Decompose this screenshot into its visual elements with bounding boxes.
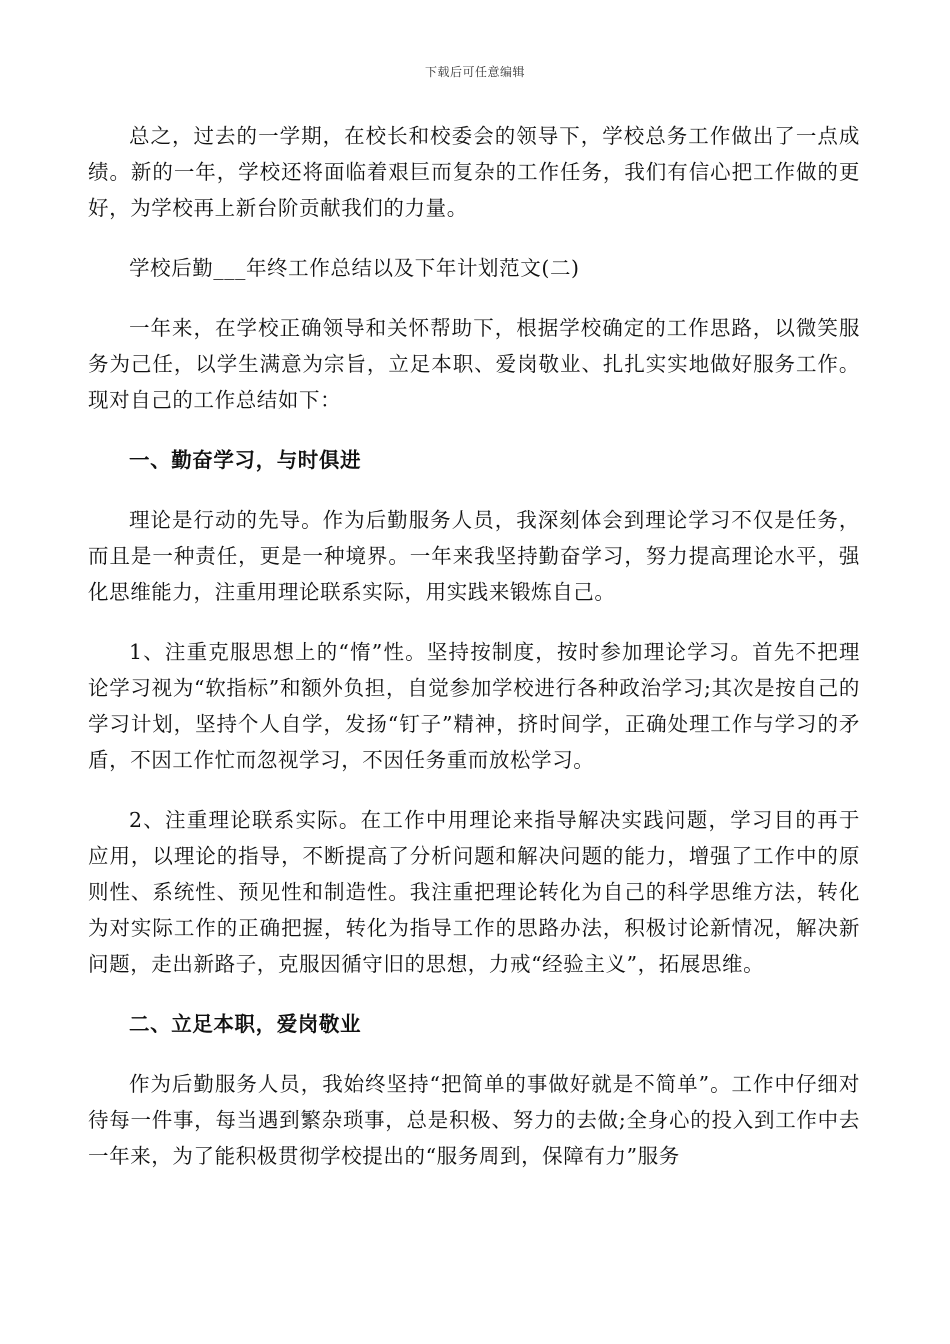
document-body	[88, 118, 860, 1198]
paragraph-point-1: 1、注重克服思想上的“惰”性。坚持按制度，按时参加理论学习。首先不把理论学习视为“软指标”和额外负担，自觉参加学校进行各种政治学习;其次是按自己的学习计划，坚持个人自学，发扬“钉子”精神，挤时间学，正确处理工作与学习的矛盾，不因工作忙而忽视学习，不因任务重而放松学习。	[88, 640, 860, 772]
page-header: 下载后可任意编辑	[424, 65, 525, 79]
section-heading-1: 一、勤奋学习，与时俱进	[129, 448, 362, 472]
section-heading-2: 二、立足本职，爱岗敬业	[129, 1012, 362, 1036]
paragraph-point-2: 2、注重理论联系实际。在工作中用理论来指导解决实践问题，学习目的再于应用，以理论的指导，不断提高了分析问题和解决问题的能力，增强了工作中的原则性、系统性、预见性和制造性。我注重把理论转化为自己的科学思维方法，转化为对实际工作的正确把握，转化为指导工作的思路办法，积极讨论新情况，解决新问题，走出新路子，克服因循守旧的思想，力戒“经验主义”，拓展思维。	[88, 808, 860, 976]
paragraph-conclusion: 总之，过去的一学期，在校长和校委会的领导下，学校总务工作做出了一点成绩。新的一年，学校还将面临着艰巨而复杂的工作任务，我们有信心把工作做的更好，为学校再上新台阶贡献我们的力量。	[88, 124, 860, 220]
paragraph-intro: 一年来，在学校正确领导和关怀帮助下，根据学校确定的工作思路，以微笑服务为己任，以学生满意为宗旨，立足本职、爱岗敬业、扎扎实实地做好服务工作。现对自己的工作总结如下：	[88, 316, 860, 412]
document-title-line: 学校后勤___年终工作总结以及下年计划范文(二)	[129, 256, 580, 280]
paragraph-service: 作为后勤服务人员，我始终坚持“把简单的事做好就是不简单”。工作中仔细对待每一件事，每当遇到繁杂琐事，总是积极、努力的去做;全身心的投入到工作中去一年来，为了能积极贯彻学校提出的“服务周到，保障有力”服务	[88, 1072, 860, 1168]
paragraph-theory: 理论是行动的先导。作为后勤服务人员，我深刻体会到理论学习不仅是任务，而且是一种责任，更是一种境界。一年来我坚持勤奋学习，努力提高理论水平，强化思维能力，注重用理论联系实际，用实践来锻炼自己。	[88, 508, 860, 604]
